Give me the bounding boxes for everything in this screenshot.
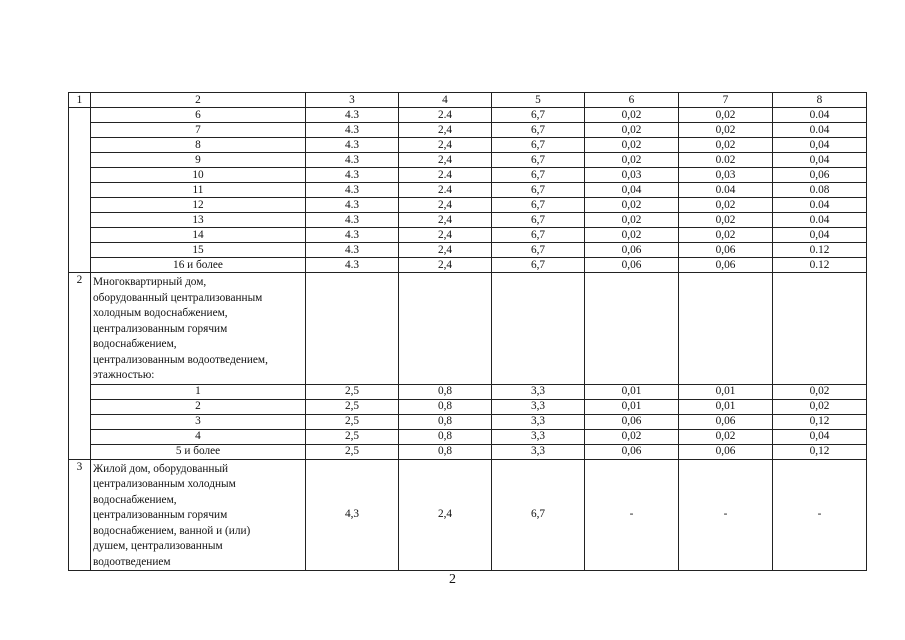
- table-header-row: [69, 93, 867, 108]
- value-cell: 2,5: [306, 429, 399, 444]
- table-row: [69, 228, 867, 243]
- value-cell: 0,06: [585, 258, 679, 273]
- floor-cell: 2: [91, 399, 306, 414]
- value-cell: 0,8: [399, 444, 492, 459]
- value-cell: 0,02: [585, 123, 679, 138]
- floor-cell: 3: [91, 414, 306, 429]
- table-row: [69, 384, 867, 399]
- empty-cell: [399, 273, 492, 385]
- value-cell: 0.12: [773, 243, 867, 258]
- empty-cell: [773, 273, 867, 385]
- floor-cell: 11: [91, 183, 306, 198]
- value-cell: 0,02: [773, 399, 867, 414]
- value-cell: 0,06: [585, 444, 679, 459]
- value-cell: 0,04: [773, 429, 867, 444]
- value-cell: 0,02: [679, 429, 773, 444]
- group-number-cell: [69, 108, 91, 273]
- value-cell: 4.3: [306, 243, 399, 258]
- value-cell: 2.4: [399, 168, 492, 183]
- value-cell: 2,4: [399, 198, 492, 213]
- value-cell: -: [773, 459, 867, 571]
- value-cell: 6,7: [492, 138, 585, 153]
- value-cell: 0,01: [585, 384, 679, 399]
- value-cell: 4.3: [306, 228, 399, 243]
- value-cell: 0,02: [679, 213, 773, 228]
- value-cell: 0,01: [679, 399, 773, 414]
- value-cell: 2,5: [306, 399, 399, 414]
- value-cell: 0,02: [585, 138, 679, 153]
- value-cell: 4,3: [306, 459, 399, 571]
- table-row: [69, 414, 867, 429]
- empty-cell: [585, 273, 679, 385]
- value-cell: 0,04: [773, 138, 867, 153]
- group-title-line: этажностью:: [93, 369, 155, 381]
- value-cell: 0,02: [679, 123, 773, 138]
- page-number: 2: [449, 572, 456, 587]
- value-cell: 2,4: [399, 213, 492, 228]
- value-cell: 0,8: [399, 429, 492, 444]
- value-cell: 4.3: [306, 213, 399, 228]
- value-cell: 2.4: [399, 183, 492, 198]
- floor-cell: 12: [91, 198, 306, 213]
- group-title-line: водоотведением: [93, 555, 171, 568]
- group-number-cell: 3: [69, 459, 91, 571]
- group-title-line: централизованным горячим: [93, 509, 228, 521]
- table-row: [69, 153, 867, 168]
- table-row: [69, 243, 867, 258]
- floor-cell: 13: [91, 213, 306, 228]
- value-cell: 4.3: [306, 153, 399, 168]
- value-cell: 2,4: [399, 243, 492, 258]
- value-cell: 0.04: [773, 108, 867, 123]
- value-cell: 0,12: [773, 444, 867, 459]
- value-cell: 2,4: [399, 153, 492, 168]
- group-title-line: Жилой дом, оборудованный: [93, 462, 229, 475]
- value-cell: 4.3: [306, 138, 399, 153]
- value-cell: 0.04: [773, 213, 867, 228]
- value-cell: 0.12: [773, 258, 867, 273]
- value-cell: 6,7: [492, 459, 585, 571]
- floor-cell: 5 и более: [91, 444, 306, 459]
- group-title: [91, 273, 306, 385]
- value-cell: 2.4: [399, 108, 492, 123]
- value-cell: 0,02: [585, 429, 679, 444]
- table-row: [69, 258, 867, 273]
- value-cell: 0,8: [399, 399, 492, 414]
- value-cell: 0,02: [679, 108, 773, 123]
- value-cell: 4.3: [306, 123, 399, 138]
- header-cell: 4: [399, 93, 492, 108]
- group-title-line: душем, централизованным: [93, 540, 223, 552]
- group-title-row: [69, 273, 867, 385]
- value-cell: 0,02: [585, 228, 679, 243]
- table-row: [69, 444, 867, 459]
- value-cell: 6,7: [492, 258, 585, 273]
- value-cell: 0,01: [585, 399, 679, 414]
- group-title-line: водоснабжением,: [93, 338, 177, 350]
- value-cell: 6,7: [492, 213, 585, 228]
- empty-cell: [306, 273, 399, 385]
- value-cell: -: [585, 459, 679, 571]
- value-cell: 0,8: [399, 414, 492, 429]
- value-cell: 2,4: [399, 258, 492, 273]
- value-cell: 0,04: [773, 153, 867, 168]
- floor-cell: 8: [91, 138, 306, 153]
- table-row: [69, 108, 867, 123]
- header-cell: 2: [91, 93, 306, 108]
- value-cell: 2,4: [399, 123, 492, 138]
- table-row: [69, 429, 867, 444]
- floor-cell: 16 и более: [91, 258, 306, 273]
- value-cell: 0,04: [773, 228, 867, 243]
- value-cell: 0.04: [679, 183, 773, 198]
- value-cell: 2,5: [306, 444, 399, 459]
- header-cell: 7: [679, 93, 773, 108]
- value-cell: 6,7: [492, 183, 585, 198]
- value-cell: 0,06: [679, 414, 773, 429]
- value-cell: 0,02: [585, 213, 679, 228]
- value-cell: 2,5: [306, 384, 399, 399]
- floor-cell: 4: [91, 429, 306, 444]
- value-cell: 0,8: [399, 384, 492, 399]
- table-row: [69, 183, 867, 198]
- value-cell: 0,01: [679, 384, 773, 399]
- value-cell: 0,03: [585, 168, 679, 183]
- value-cell: 0,06: [679, 258, 773, 273]
- floor-cell: 15: [91, 243, 306, 258]
- value-cell: 3,3: [492, 429, 585, 444]
- floor-cell: 9: [91, 153, 306, 168]
- value-cell: 0,02: [679, 138, 773, 153]
- value-cell: 4.3: [306, 198, 399, 213]
- value-cell: -: [679, 459, 773, 571]
- value-cell: 2,4: [399, 459, 492, 571]
- empty-cell: [679, 273, 773, 385]
- value-cell: 4.3: [306, 168, 399, 183]
- empty-cell: [492, 273, 585, 385]
- group-title-line: оборудованный централизованным: [93, 291, 263, 304]
- header-cell: 6: [585, 93, 679, 108]
- floor-cell: 10: [91, 168, 306, 183]
- value-cell: 6,7: [492, 108, 585, 123]
- value-cell: 4.3: [306, 258, 399, 273]
- header-cell: 3: [306, 93, 399, 108]
- value-cell: 6,7: [492, 198, 585, 213]
- value-cell: 4.3: [306, 183, 399, 198]
- header-cell: 8: [773, 93, 867, 108]
- value-cell: 2,4: [399, 138, 492, 153]
- value-cell: 0.04: [773, 123, 867, 138]
- value-cell: 0,12: [773, 414, 867, 429]
- value-cell: 3,3: [492, 399, 585, 414]
- floor-cell: 14: [91, 228, 306, 243]
- group-title: [91, 459, 306, 571]
- group-title-line: водоснабжением, ванной и (или): [93, 524, 251, 537]
- data-table: [68, 92, 867, 571]
- value-cell: 6,7: [492, 243, 585, 258]
- value-cell: 2,4: [399, 228, 492, 243]
- value-cell: 6,7: [492, 123, 585, 138]
- floor-cell: 6: [91, 108, 306, 123]
- table-row: [69, 168, 867, 183]
- group-title-line: Многоквартирный дом,: [93, 276, 207, 288]
- value-cell: 0,06: [585, 243, 679, 258]
- group-title-line: водоснабжением,: [93, 493, 177, 506]
- value-cell: 0.08: [773, 183, 867, 198]
- table-row: [69, 213, 867, 228]
- value-cell: 0.02: [679, 153, 773, 168]
- value-cell: 6,7: [492, 228, 585, 243]
- header-cell: 5: [492, 93, 585, 108]
- value-cell: 0,06: [585, 414, 679, 429]
- value-cell: 6,7: [492, 153, 585, 168]
- value-cell: 0,06: [679, 243, 773, 258]
- header-cell: 1: [69, 93, 91, 108]
- value-cell: 0,02: [585, 198, 679, 213]
- group-number-cell: 2: [69, 273, 91, 460]
- floor-cell: 1: [91, 384, 306, 399]
- table-row: [69, 123, 867, 138]
- table-row: [69, 198, 867, 213]
- floor-cell: 7: [91, 123, 306, 138]
- group-title-line: централизованным водоотведением,: [93, 353, 268, 366]
- value-cell: 3,3: [492, 384, 585, 399]
- value-cell: 0,02: [679, 228, 773, 243]
- value-cell: 6,7: [492, 168, 585, 183]
- table-row: [69, 459, 867, 571]
- value-cell: 0.04: [773, 198, 867, 213]
- group-title-line: централизованным горячим: [93, 322, 228, 335]
- table-row: [69, 138, 867, 153]
- value-cell: 0,02: [585, 108, 679, 123]
- group-title-line: централизованным холодным: [93, 478, 236, 490]
- table-row: [69, 399, 867, 414]
- value-cell: 0,02: [679, 198, 773, 213]
- value-cell: 0,03: [679, 168, 773, 183]
- value-cell: 0,04: [585, 183, 679, 198]
- value-cell: 0,06: [679, 444, 773, 459]
- value-cell: 2,5: [306, 414, 399, 429]
- value-cell: 0,02: [773, 384, 867, 399]
- group-title-line: холодным водоснабжением,: [93, 307, 228, 319]
- value-cell: 4.3: [306, 108, 399, 123]
- value-cell: 3,3: [492, 414, 585, 429]
- value-cell: 3,3: [492, 444, 585, 459]
- value-cell: 0,02: [585, 153, 679, 168]
- value-cell: 0,06: [773, 168, 867, 183]
